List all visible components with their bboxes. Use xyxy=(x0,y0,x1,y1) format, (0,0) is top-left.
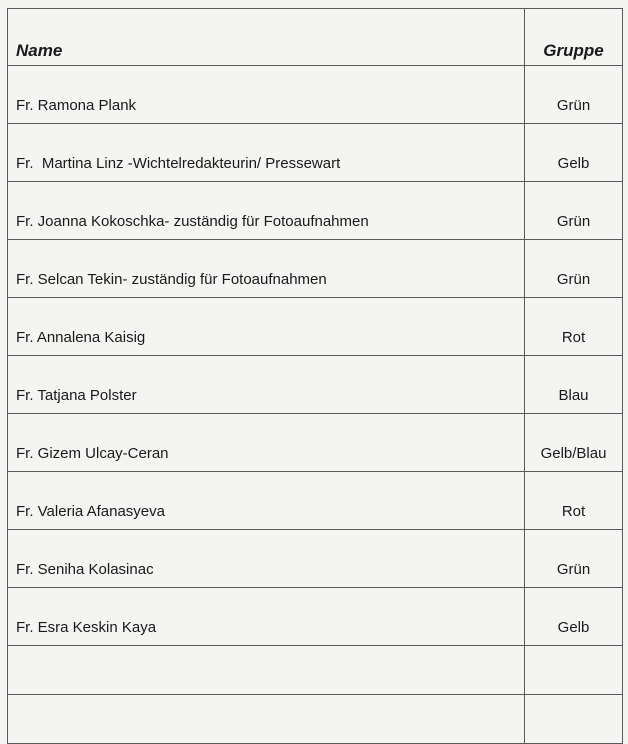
row-name: Fr. Ramona Plank xyxy=(8,66,525,124)
row-name: Fr. Seniha Kolasinac xyxy=(8,530,525,588)
row-name: Fr. Martina Linz -Wichtelredakteurin/ Pressewart xyxy=(8,124,525,182)
table-row xyxy=(8,298,623,356)
row-group: Grün xyxy=(525,182,623,240)
row-group: Blau xyxy=(525,356,623,414)
row-group: Rot xyxy=(525,472,623,530)
row-name: Fr. Tatjana Polster xyxy=(8,356,525,414)
table-row xyxy=(8,124,623,182)
column-header-name: Name xyxy=(8,9,525,66)
table-row xyxy=(8,530,623,588)
row-group: Gelb xyxy=(525,588,623,646)
row-name: Fr. Gizem Ulcay-Ceran xyxy=(8,414,525,472)
row-name: Fr. Annalena Kaisig xyxy=(8,298,525,356)
row-group xyxy=(525,646,623,695)
row-group: Grün xyxy=(525,240,623,298)
table-row-empty xyxy=(8,695,623,744)
row-name: Fr. Joanna Kokoschka- zuständig für Fotoaufnahmen xyxy=(8,182,525,240)
table-row xyxy=(8,472,623,530)
table-row xyxy=(8,588,623,646)
row-group: Grün xyxy=(525,66,623,124)
row-group: Gelb/Blau xyxy=(525,414,623,472)
column-header-group: Gruppe xyxy=(525,9,623,66)
row-name: Fr. Selcan Tekin- zuständig für Fotoaufnahmen xyxy=(8,240,525,298)
row-group: Grün xyxy=(525,530,623,588)
row-name: Fr. Esra Keskin Kaya xyxy=(8,588,525,646)
table-row xyxy=(8,240,623,298)
table-row xyxy=(8,356,623,414)
table-row-empty xyxy=(8,646,623,695)
row-name xyxy=(8,695,525,744)
table-row xyxy=(8,182,623,240)
row-group: Gelb xyxy=(525,124,623,182)
table-row xyxy=(8,66,623,124)
row-group xyxy=(525,695,623,744)
row-group: Rot xyxy=(525,298,623,356)
table-header-row xyxy=(8,9,623,66)
row-name: Fr. Valeria Afanasyeva xyxy=(8,472,525,530)
staff-table xyxy=(7,8,623,744)
row-name xyxy=(8,646,525,695)
table-row xyxy=(8,414,623,472)
